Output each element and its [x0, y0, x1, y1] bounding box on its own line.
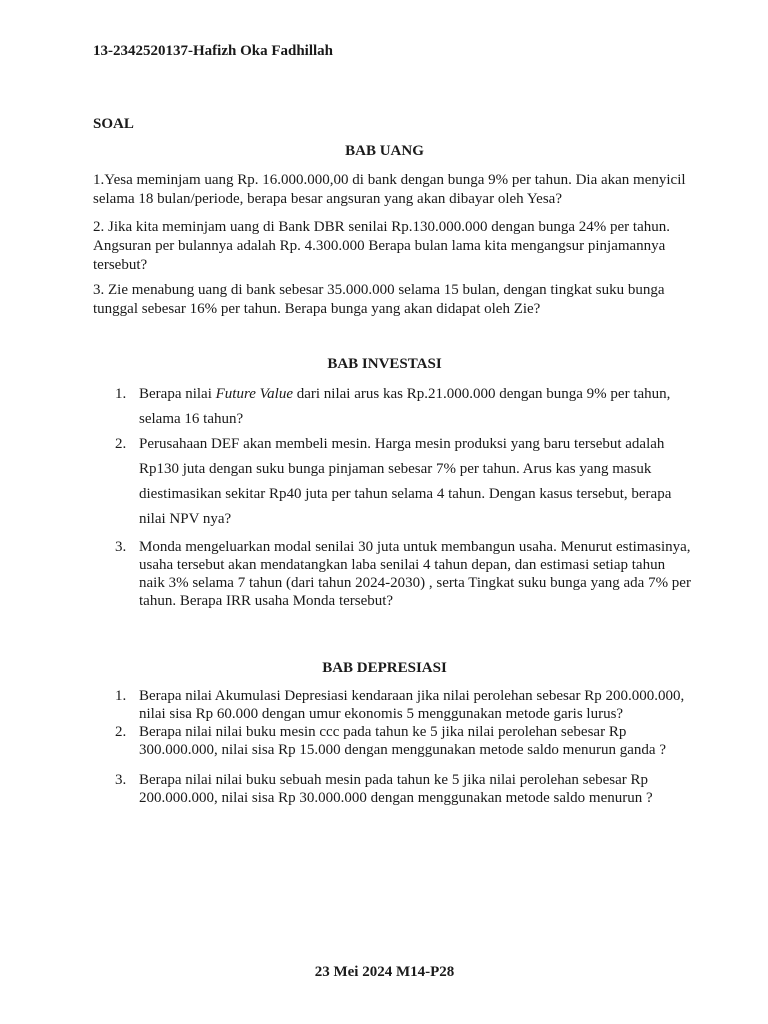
uang-question-1: 1.Yesa meminjam uang Rp. 16.000.000,00 di bank dengan bunga 9% per tahun. Dia akan menyicil selama 18 bulan/periode, berapa besar angsuran yang akan dibayar oleh Yesa?	[93, 172, 686, 207]
depresiasi-question-list	[93, 687, 693, 807]
question-text: Perusahaan DEF akan membeli mesin. Harga mesin produksi yang baru tersebut adalah Rp130 juta dengan suku bunga pinjaman sebesar 7% per tahun. Arus kas yang masuk diestimasikan sekitar Rp40 juta per tahun selama 4 tahun. Dengan kasus tersebut, berapa nilai NPV nya?	[139, 436, 672, 527]
question-text-part: Berapa nilai	[139, 386, 216, 402]
section-title-bab-investasi: BAB INVESTASI	[327, 356, 442, 372]
section-title-bab-depresiasi: BAB DEPRESIASI	[322, 660, 447, 676]
question-text: Berapa nilai nilai buku mesin ccc pada tahun ke 5 jika nilai perolehan sebesar Rp 300.000.000, nilai sisa Rp 15.000 dengan menggunakan metode saldo menurun ganda ?	[139, 724, 666, 758]
future-value-term: Future Value	[215, 386, 293, 402]
investasi-question-list	[93, 382, 693, 610]
soal-label: SOAL	[93, 116, 134, 132]
list-number: 2.	[115, 724, 127, 740]
list-number: 2.	[115, 436, 127, 452]
depresiasi-question-2	[93, 723, 693, 759]
investasi-question-2	[93, 432, 693, 532]
list-number: 1.	[115, 386, 127, 402]
depresiasi-question-3	[93, 771, 693, 807]
uang-question-3: 3. Zie menabung uang di bank sebesar 35.000.000 selama 15 bulan, dengan tingkat suku bunga tunggal sebesar 16% per tahun. Berapa bunga yang akan didapat oleh Zie?	[93, 282, 665, 317]
list-number: 1.	[115, 688, 127, 704]
question-text: Berapa nilai Akumulasi Depresiasi kendaraan jika nilai perolehan sebesar Rp 200.000.000, nilai sisa Rp 60.000 dengan umur ekonomis 5 menggunakan metode garis lurus?	[139, 688, 685, 722]
question-text: Berapa nilai nilai buku sebuah mesin pada tahun ke 5 jika nilai perolehan sebesar Rp 200.000.000, nilai sisa Rp 30.000.000 dengan menggunakan metode saldo menurun ?	[139, 772, 653, 806]
investasi-question-3	[93, 538, 693, 610]
section-title-bab-uang: BAB UANG	[345, 143, 424, 159]
list-number: 3.	[115, 539, 127, 555]
footer-date-code: 23 Mei 2024 M14-P28	[314, 964, 455, 980]
question-text: Monda mengeluarkan modal senilai 30 juta untuk membangun usaha. Menurut estimasinya, usaha tersebut akan mendatangkan laba senilai 4 tahun depan, dan estimasi setiap tahun naik 3% selama 7 tahun (dari tahun 2024-2030) , serta Tingkat suku bunga yang ada 7% per tahun. Berapa IRR usaha Monda tersebut?	[139, 539, 691, 609]
list-number: 3.	[115, 772, 127, 788]
uang-question-2: 2. Jika kita meminjam uang di Bank DBR senilai Rp.130.000.000 dengan bunga 24% per tahun. Angsuran per bulannya adalah Rp. 4.300.000 Berapa bulan lama kita mengangsur pinjamannya tersebut?	[93, 219, 670, 273]
depresiasi-question-1	[93, 687, 693, 723]
investasi-question-1	[93, 382, 693, 432]
question-text-part: dari nilai arus kas Rp.21.000.000 dengan bunga 9% per tahun, selama 16 tahun?	[139, 386, 671, 427]
student-id-heading: 13-2342520137-Hafizh Oka Fadhillah	[93, 43, 334, 59]
